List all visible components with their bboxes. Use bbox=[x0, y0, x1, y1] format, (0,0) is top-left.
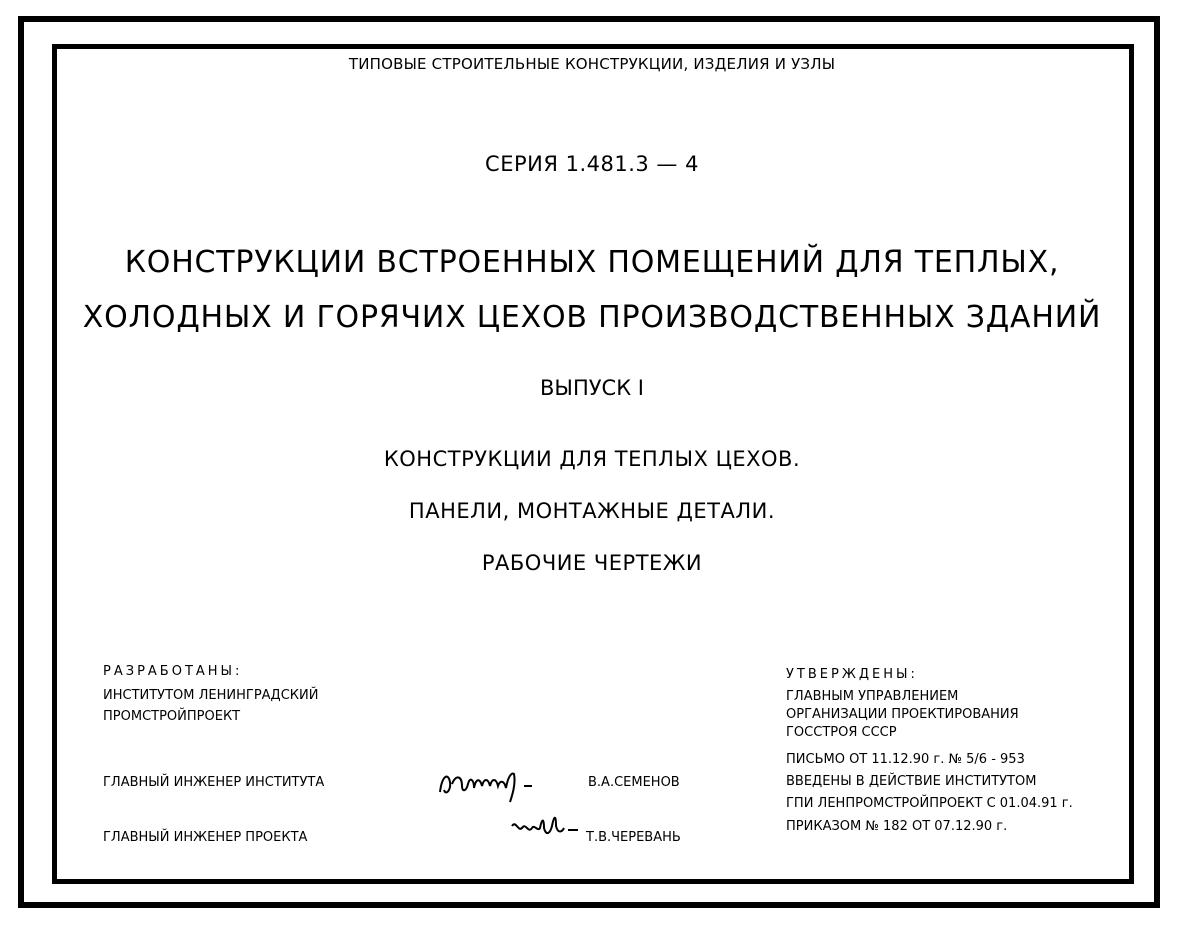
approved-heading: УТВЕРЖДЕНЫ: bbox=[786, 667, 918, 682]
series-number: СЕРИЯ 1.481.3 — 4 bbox=[485, 152, 699, 176]
chief-engineer-institute-name: В.А.СЕМЕНОВ bbox=[588, 775, 680, 790]
enacted-line-1: ВВЕДЕНЫ В ДЕЙСТВИЕ ИНСТИТУТОМ bbox=[786, 774, 1037, 789]
title-line-2: ХОЛОДНЫХ И ГОРЯЧИХ ЦЕХОВ ПРОИЗВОДСТВЕННЫХ ЗДАНИЙ bbox=[82, 300, 1102, 335]
approval-letter: ПИСЬМО ОТ 11.12.90 г. № 5/6 - 953 bbox=[786, 752, 1025, 767]
enacted-line-2: ГПИ ЛЕНПРОМСТРОЙПРОЕКТ С 01.04.91 г. bbox=[786, 796, 1073, 811]
title-line-1: КОНСТРУКЦИИ ВСТРОЕННЫХ ПОМЕЩЕНИЙ ДЛЯ ТЕПЛЫХ, bbox=[124, 245, 1060, 280]
signature-semenov bbox=[436, 762, 536, 812]
approved-line-2: ОРГАНИЗАЦИИ ПРОЕКТИРОВАНИЯ bbox=[786, 707, 1019, 722]
enacted-line-3: ПРИКАЗОМ № 182 ОТ 07.12.90 г. bbox=[786, 819, 1008, 834]
subtitle-line-1: КОНСТРУКЦИИ ДЛЯ ТЕПЛЫХ ЦЕХОВ. bbox=[383, 447, 801, 471]
chief-engineer-project-name: Т.В.ЧЕРЕВАНЬ bbox=[586, 830, 681, 845]
approved-line-3: ГОССТРОЯ СССР bbox=[786, 725, 897, 740]
issue-label: ВЫПУСК I bbox=[540, 376, 644, 400]
developed-line-2: ПРОМСТРОЙПРОЕКТ bbox=[103, 709, 241, 724]
header-text: ТИПОВЫЕ СТРОИТЕЛЬНЫЕ КОНСТРУКЦИИ, ИЗДЕЛИЯ И УЗЛЫ bbox=[348, 55, 836, 73]
approved-line-1: ГЛАВНЫМ УПРАВЛЕНИЕМ bbox=[786, 689, 959, 704]
developed-heading: РАЗРАБОТАНЫ: bbox=[103, 664, 243, 679]
developed-line-1: ИНСТИТУТОМ ЛЕНИНГРАДСКИЙ bbox=[103, 688, 319, 703]
subtitle-line-3: РАБОЧИЕ ЧЕРТЕЖИ bbox=[481, 551, 703, 575]
chief-engineer-project-role: ГЛАВНЫЙ ИНЖЕНЕР ПРОЕКТА bbox=[103, 830, 308, 845]
chief-engineer-institute-role: ГЛАВНЫЙ ИНЖЕНЕР ИНСТИТУТА bbox=[103, 775, 325, 790]
signature-cherevan bbox=[508, 806, 588, 850]
subtitle-line-2: ПАНЕЛИ, МОНТАЖНЫЕ ДЕТАЛИ. bbox=[408, 499, 776, 523]
